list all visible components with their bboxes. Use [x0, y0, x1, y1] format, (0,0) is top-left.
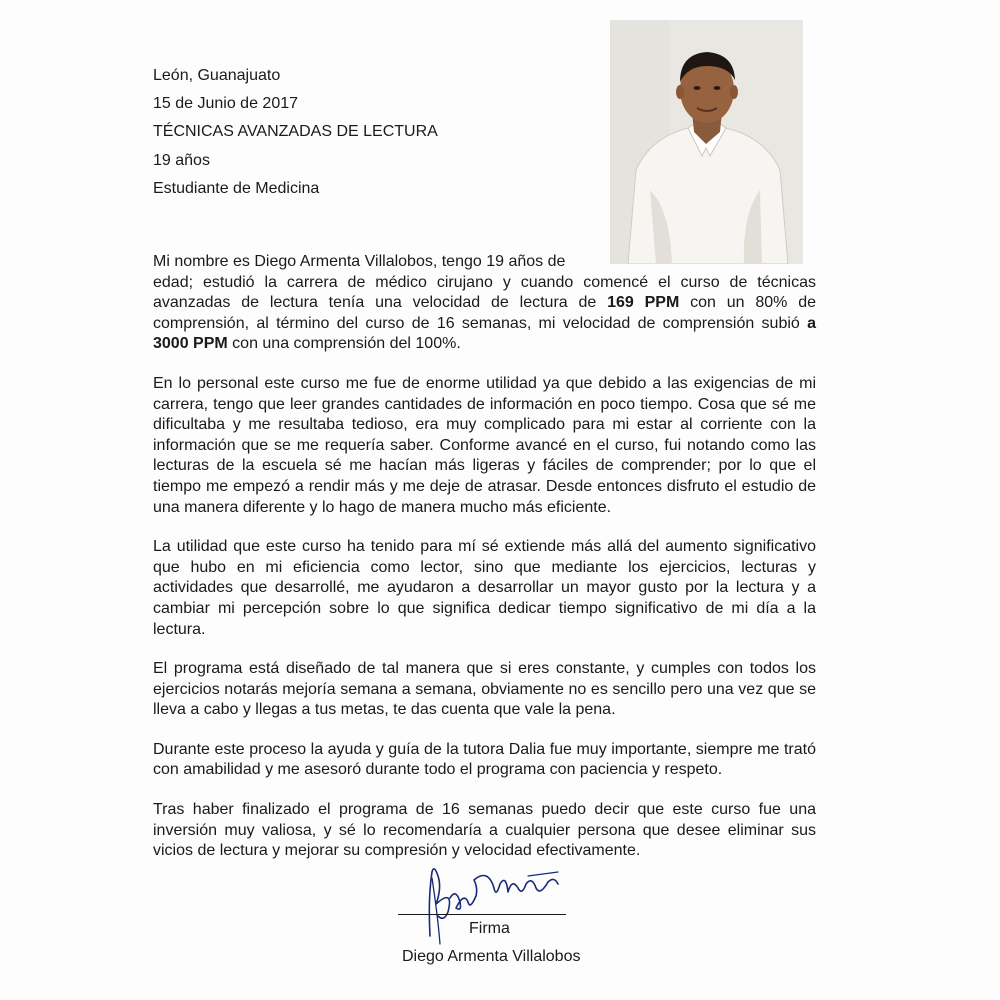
paragraph-utility: La utilidad que este curso ha tenido para mí sé extiende más allá del aumento significativo que hubo en mi eficiencia como lector, sino que mediante los ejercicios, lecturas y actividades que desarrollé, me ayudaron a desarrollar un mayor gusto por la lectura y a cambiar mi percepción sobre lo que significa dedicar tiempo significativo de mi día a la lectura.	[153, 538, 816, 638]
paragraph-intro-first-line: Mi nombre es Diego Armenta Villalobos, tengo 19 años de	[153, 253, 566, 270]
signature-line	[398, 914, 566, 915]
paragraph-tutor: Durante este proceso la ayuda y guía de la tutora Dalia fue muy importante, siempre me trató con amabilidad y me asesoró durante todo el programa con paciencia y respeto.	[153, 740, 816, 779]
occupation-line: Estudiante de Medicina	[153, 179, 320, 197]
paragraph-intro-text-d: con una comprensión del 100%.	[227, 335, 461, 353]
portrait-photo	[610, 20, 803, 264]
initial-speed: 169 PPM	[607, 294, 680, 312]
paragraph-intro-text-c: con un 80% de comprensión, al término del curso de 16 semanas, mi velocidad de comprensión subió	[153, 294, 817, 332]
final-speed: a 3000 PPM	[153, 314, 816, 353]
paragraph-personal: En lo personal este curso me fue de enorme utilidad ya que debido a las exigencias de mi carrera, tengo que leer grandes cantidades de información en poco tiempo. Cosa que sé me dificultaba y me resultaba tedioso, era muy complicado para mi estar al corriente con la información que se me requería saber. Conforme avancé en el curso, fui notando como las lecturas de la escuela sé me hacían más ligeras y fáciles de comprender; por lo que el tiempo me empezó a rendir más y me deje de atrasar. Desde entonces disfruto el estudio de una manera diferente y lo hago de manera mucho más eficiente.	[153, 374, 816, 516]
course-title: TÉCNICAS AVANZADAS DE LECTURA	[153, 123, 438, 141]
date-line: 15 de Junio de 2017	[153, 95, 299, 113]
signer-name: Diego Armenta Villalobos	[402, 948, 581, 965]
signature-label: Firma	[469, 920, 510, 937]
paragraph-intro-text-a: edad; estudió la carrera de médico cirujano y cuando comencé el curso de técnicas avanzadas de lectura tenía una velocidad de lectura de	[153, 273, 816, 312]
letter-header	[153, 62, 573, 203]
location-line: León, Guanajuato	[153, 67, 281, 84]
paragraph-intro	[153, 252, 816, 355]
paragraph-conclusion: Tras haber finalizado el programa de 16 semanas puedo decir que este curso fue una inversión muy valiosa, y sé lo recomendaría a cualquier persona que desee eliminar sus vicios de lectura y mejorar su compresión y velocidad efectivamente.	[153, 801, 816, 860]
portrait-illustration	[610, 20, 803, 264]
paragraph-program: El programa está diseñado de tal manera que si eres constante, y cumples con todos los ejercicios notarás mejoría semana a semana, obviamente no es sencillo pero una vez que se lleva a cabo y llegas a tus metas, te das cuenta que vale la pena.	[153, 660, 816, 719]
signature-block	[398, 858, 618, 978]
letter-body	[153, 252, 816, 881]
age-line: 19 años	[153, 151, 210, 169]
